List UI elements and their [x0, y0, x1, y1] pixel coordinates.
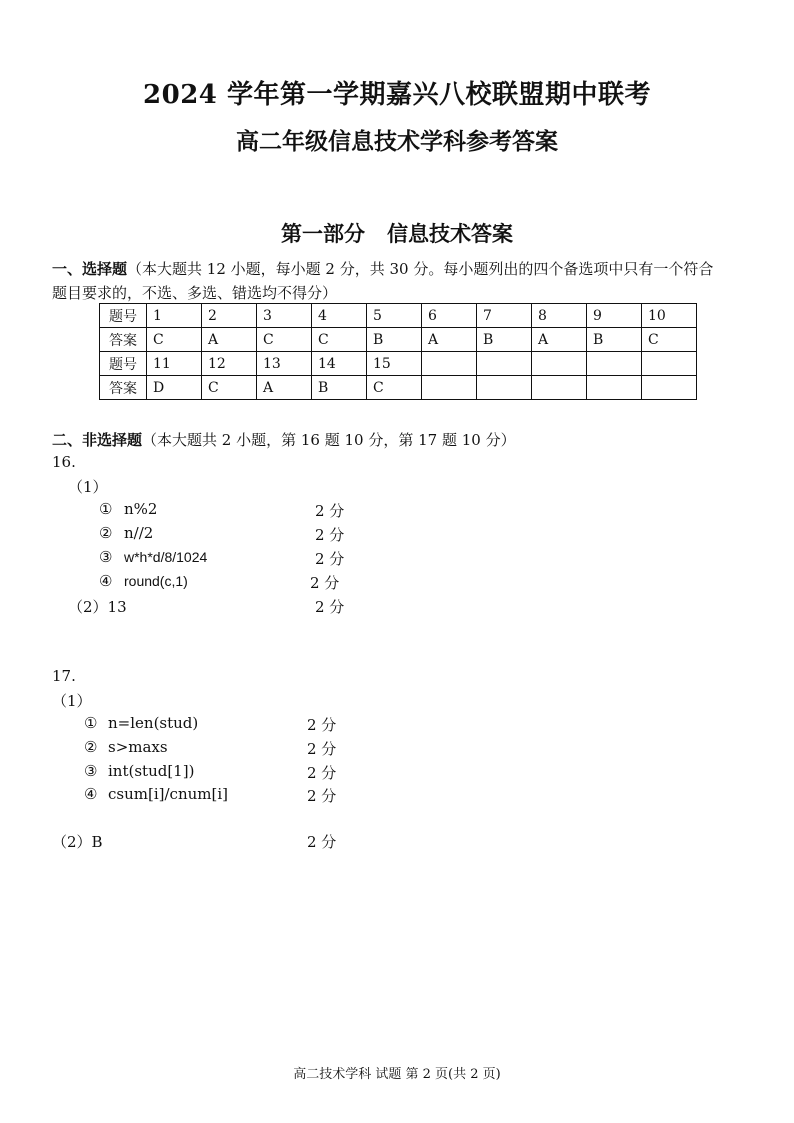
table-cell: 2 [202, 304, 257, 328]
table-cell: 10 [642, 304, 697, 328]
table-cell: C [202, 376, 257, 400]
section-part: 第一部分 [281, 221, 365, 246]
q16-sub2: （2）13 [68, 598, 127, 616]
q16-item-answer: n//2 [124, 524, 154, 542]
q17-item-answer: int(stud[1]) [108, 762, 195, 780]
table-cell: 7 [477, 304, 532, 328]
table-cell [532, 376, 587, 400]
table-row [100, 376, 697, 400]
exam-subtitle: 高二年级信息技术学科参考答案 [236, 128, 558, 155]
table-cell: 11 [147, 352, 202, 376]
table-cell [587, 376, 642, 400]
table-row [100, 304, 697, 328]
table-cell: A [422, 328, 477, 352]
table-cell: C [257, 328, 312, 352]
page-footer: 高二技术学科 试题 第 2 页(共 2 页) [293, 1067, 501, 1082]
answer-table [99, 303, 697, 400]
table-cell: 14 [312, 352, 367, 376]
q17-item-answer: csum[i]/cnum[i] [108, 785, 228, 803]
q16-item-answer: round(c,1) [124, 573, 188, 589]
table-cell [477, 352, 532, 376]
q17-item-mark: ② [84, 738, 98, 756]
q17-item-score: 2 分 [307, 740, 337, 758]
q16-item-answer: w*h*d/8/1024 [124, 549, 208, 565]
table-cell: D [147, 376, 202, 400]
table-cell: A [257, 376, 312, 400]
q17-item-score: 2 分 [307, 716, 337, 734]
q16-item-score: 2 分 [315, 502, 345, 520]
table-cell [422, 352, 477, 376]
table-cell: C [367, 376, 422, 400]
part2-heading-line [52, 429, 516, 450]
q16-item-answer: n%2 [124, 500, 158, 518]
table-cell: 13 [257, 352, 312, 376]
part2-note: （本大题共 2 小题，第 16 题 10 分，第 17 题 10 分） [142, 431, 516, 449]
q17-sub2: （2）B [52, 833, 103, 851]
table-cell [642, 376, 697, 400]
row-label-question: 题号 [100, 304, 147, 328]
table-cell: C [642, 328, 697, 352]
table-cell: 8 [532, 304, 587, 328]
q16-sub2-score: 2 分 [315, 598, 345, 616]
table-row [100, 328, 697, 352]
q17-item-score: 2 分 [307, 764, 337, 782]
table-cell: 15 [367, 352, 422, 376]
q16-item-score: 2 分 [310, 574, 340, 592]
part2-heading: 二、非选择题 [52, 431, 143, 449]
q17-item-mark: ① [84, 714, 98, 732]
table-cell: B [367, 328, 422, 352]
q16-item-score: 2 分 [315, 526, 345, 544]
table-cell: 9 [587, 304, 642, 328]
table-cell: 4 [312, 304, 367, 328]
q17-sub1: （1） [52, 692, 92, 710]
q17-sub2-score: 2 分 [307, 833, 337, 851]
table-cell [477, 376, 532, 400]
row-label-question: 题号 [100, 352, 147, 376]
table-cell: B [587, 328, 642, 352]
table-cell: 6 [422, 304, 477, 328]
q16-number: 16. [52, 453, 76, 471]
table-cell: C [312, 328, 367, 352]
part1-heading: 一、选择题 [52, 260, 128, 278]
q17-number: 17. [52, 667, 76, 685]
q16-item-mark: ④ [99, 572, 113, 590]
q16-item-mark: ② [99, 524, 113, 542]
q16-item-score: 2 分 [315, 550, 345, 568]
exam-title: 2024 学年第一学期嘉兴八校联盟期中联考 [143, 80, 651, 110]
table-cell [532, 352, 587, 376]
table-cell [587, 352, 642, 376]
q17-item-answer: n=len(stud) [108, 714, 199, 732]
table-cell: B [477, 328, 532, 352]
q16-item-mark: ① [99, 500, 113, 518]
table-cell: C [147, 328, 202, 352]
row-label-answer: 答案 [100, 376, 147, 400]
table-cell: A [532, 328, 587, 352]
row-label-answer: 答案 [100, 328, 147, 352]
q17-item-score: 2 分 [307, 787, 337, 805]
table-cell: A [202, 328, 257, 352]
table-cell [642, 352, 697, 376]
table-cell: 3 [257, 304, 312, 328]
table-cell [422, 376, 477, 400]
table-cell: B [312, 376, 367, 400]
part1-note-line1: （本大题共 12 小题，每小题 2 分，共 30 分。每小题列出的四个备选项中只有一个符合 [127, 260, 714, 278]
q17-item-mark: ③ [84, 762, 98, 780]
part1-note-line2: 题目要求的，不选、多选、错选均不得分） [52, 284, 338, 302]
table-cell: 1 [147, 304, 202, 328]
section-name: 信息技术答案 [387, 221, 513, 246]
table-row [100, 352, 697, 376]
q17-item-mark: ④ [84, 785, 98, 803]
part1-heading-line [52, 258, 713, 279]
q16-item-mark: ③ [99, 548, 113, 566]
table-cell: 12 [202, 352, 257, 376]
q17-item-answer: s>maxs [108, 738, 168, 756]
section-heading [0, 218, 794, 248]
q16-sub1: （1） [68, 478, 108, 496]
table-cell: 5 [367, 304, 422, 328]
